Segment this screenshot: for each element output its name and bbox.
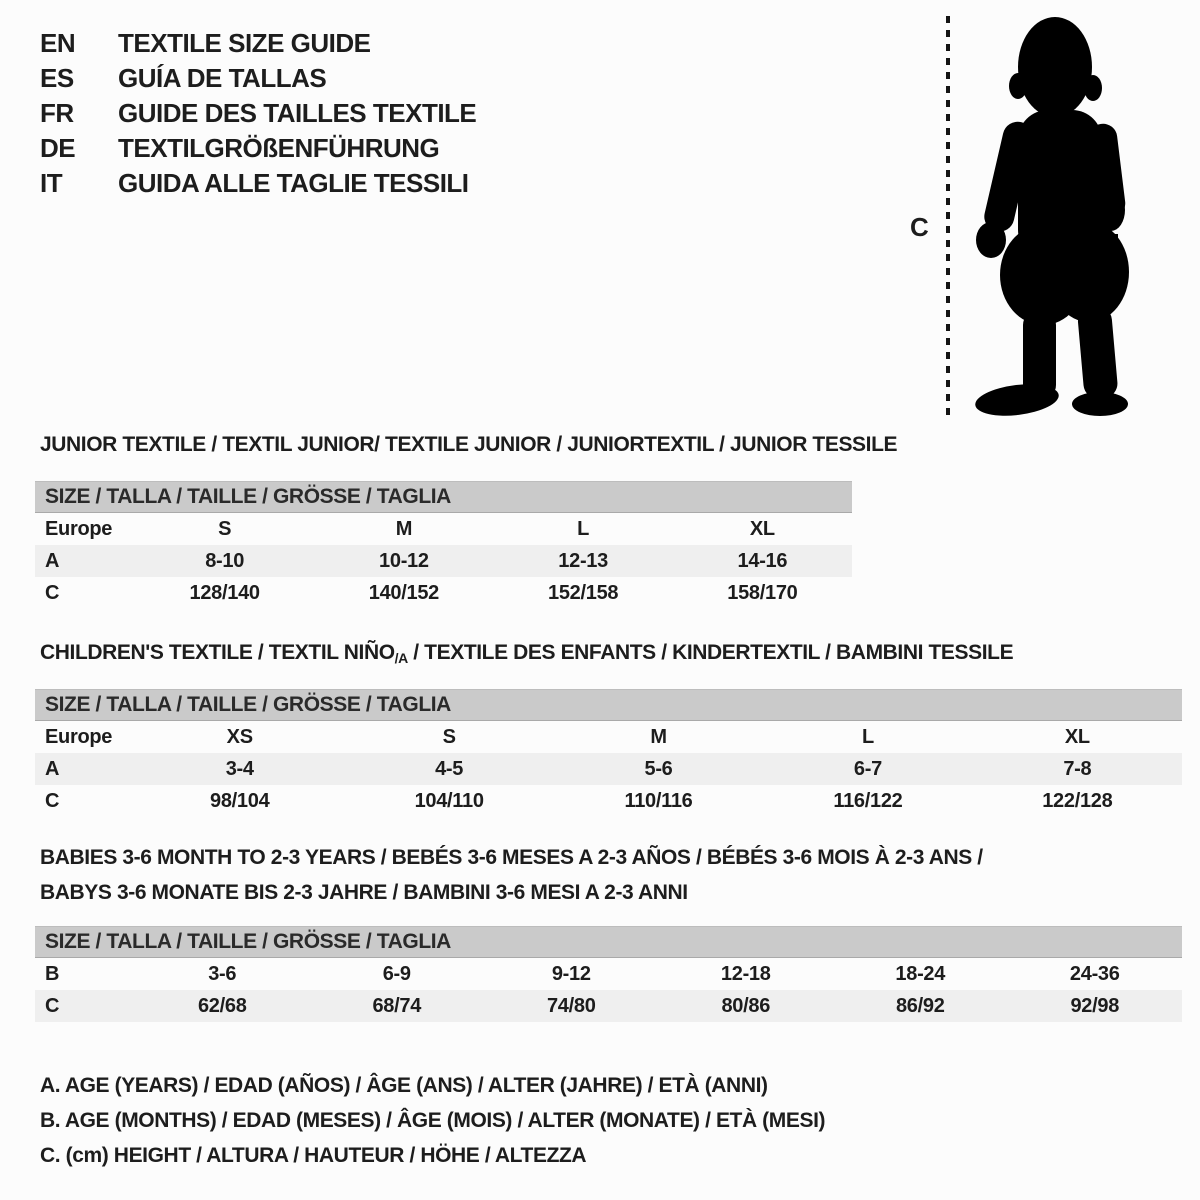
table-cell: 6-7 bbox=[853, 757, 882, 780]
table-cell: 4-5 bbox=[435, 757, 464, 780]
table-cell: 18-24 bbox=[895, 962, 946, 985]
legend-line-a: A. AGE (YEARS) / EDAD (AÑOS) / ÂGE (ANS) / ALTER (JAHRE) / ETÀ (ANNI) bbox=[40, 1073, 768, 1097]
table-cell: 10-12 bbox=[379, 549, 429, 572]
table-row-height bbox=[35, 785, 1182, 817]
column-header-row bbox=[35, 721, 1182, 753]
language-list bbox=[40, 26, 476, 201]
table-cell: 3-6 bbox=[208, 962, 237, 985]
table-cell: 9-12 bbox=[551, 962, 591, 985]
row-label: A bbox=[45, 757, 60, 780]
table-cell: 98/104 bbox=[210, 789, 270, 812]
column-header: XL bbox=[749, 517, 775, 540]
table-cell: 116/122 bbox=[833, 789, 903, 812]
table-cell: 80/86 bbox=[721, 994, 771, 1017]
table-cell: 128/140 bbox=[189, 581, 260, 604]
babies-title-line1: BABIES 3-6 MONTH TO 2-3 YEARS / BEBÉS 3-6 MESES A 2-3 AÑOS / BÉBÉS 3-6 MOIS À 2-3 ANS / bbox=[40, 846, 983, 869]
column-header: M bbox=[395, 517, 413, 540]
table-cell: 62/68 bbox=[197, 994, 247, 1017]
children-title-part1: CHILDREN'S TEXTILE / TEXTIL NIÑO bbox=[40, 641, 395, 664]
table-cell: 158/170 bbox=[727, 581, 798, 604]
language-code: EN bbox=[40, 28, 76, 58]
junior-size-table bbox=[35, 481, 852, 609]
row-label: A bbox=[45, 549, 60, 572]
table-cell: 12-13 bbox=[558, 549, 608, 572]
table-cell: 104/110 bbox=[414, 789, 484, 812]
children-section-title bbox=[40, 641, 1013, 666]
language-label: TEXTILGRÖßENFÜHRUNG bbox=[118, 133, 440, 163]
babies-title-line2: BABYS 3-6 MONATE BIS 2-3 JAHRE / BAMBINI 3-6 MESI A 2-3 ANNI bbox=[40, 881, 688, 904]
children-title-part2: / TEXTILE DES ENFANTS / KINDERTEXTIL / BAMBINI TESSILE bbox=[407, 641, 1014, 664]
children-title-subscript: /A bbox=[394, 650, 408, 666]
table-cell: 3-4 bbox=[225, 757, 254, 780]
babies-size-table bbox=[35, 926, 1182, 1022]
table-cell: 68/74 bbox=[372, 994, 422, 1017]
column-header: S bbox=[218, 517, 232, 540]
row-label: C bbox=[45, 789, 60, 812]
legend-line-c: C. (cm) HEIGHT / ALTURA / HAUTEUR / HÖHE / ALTEZZA bbox=[40, 1143, 587, 1167]
table-row-height bbox=[35, 990, 1182, 1022]
size-header-bar: SIZE / TALLA / TAILLE / GRÖSSE / TAGLIA bbox=[35, 689, 1182, 721]
table-cell: 7-8 bbox=[1063, 757, 1092, 780]
table-row-age bbox=[35, 545, 852, 577]
language-label: TEXTILE SIZE GUIDE bbox=[118, 28, 371, 58]
row-label: B bbox=[45, 962, 60, 985]
row-label: C bbox=[45, 581, 60, 604]
table-cell: 86/92 bbox=[895, 994, 945, 1017]
language-label: GUÍA DE TALLAS bbox=[118, 63, 327, 93]
column-header: XS bbox=[226, 725, 253, 748]
language-row-en bbox=[40, 26, 476, 61]
language-code: FR bbox=[40, 98, 74, 128]
column-header: Europe bbox=[45, 517, 113, 540]
language-code: DE bbox=[40, 133, 76, 163]
language-code: ES bbox=[40, 63, 74, 93]
column-header: Europe bbox=[45, 725, 113, 748]
column-header: S bbox=[442, 725, 456, 748]
table-cell: 74/80 bbox=[546, 994, 596, 1017]
language-label: GUIDE DES TAILLES TEXTILE bbox=[118, 98, 477, 128]
size-header-bar: SIZE / TALLA / TAILLE / GRÖSSE / TAGLIA bbox=[35, 926, 1182, 958]
language-row-fr bbox=[40, 96, 476, 131]
column-header: L bbox=[861, 725, 874, 748]
table-cell: 92/98 bbox=[1070, 994, 1120, 1017]
junior-section-title: JUNIOR TEXTILE / TEXTIL JUNIOR/ TEXTILE JUNIOR / JUNIORTEXTIL / JUNIOR TESSILE bbox=[40, 433, 898, 456]
toddler-silhouette bbox=[965, 12, 1140, 420]
legend bbox=[40, 1068, 825, 1173]
table-row-months bbox=[35, 958, 1182, 990]
table-cell: 140/152 bbox=[368, 581, 439, 604]
column-header-row bbox=[35, 513, 852, 545]
language-row-it bbox=[40, 166, 476, 201]
language-row-de bbox=[40, 131, 476, 166]
row-label: C bbox=[45, 994, 60, 1017]
legend-line-b: B. AGE (MONTHS) / EDAD (MESES) / ÂGE (MOIS) / ALTER (MONATE) / ETÀ (MESI) bbox=[40, 1108, 826, 1132]
table-cell: 6-9 bbox=[382, 962, 411, 985]
height-measure-dashed-line bbox=[946, 16, 950, 418]
language-row-es bbox=[40, 61, 476, 96]
table-row-age bbox=[35, 753, 1182, 785]
children-size-table bbox=[35, 689, 1182, 817]
table-cell: 152/158 bbox=[548, 581, 619, 604]
column-header: M bbox=[650, 725, 667, 748]
table-cell: 5-6 bbox=[644, 757, 673, 780]
column-header: L bbox=[577, 517, 590, 540]
table-cell: 24-36 bbox=[1069, 962, 1120, 985]
table-cell: 8-10 bbox=[205, 549, 245, 572]
table-cell: 12-18 bbox=[720, 962, 771, 985]
babies-section-title bbox=[40, 840, 983, 910]
column-header: XL bbox=[1064, 725, 1090, 748]
table-cell: 122/128 bbox=[1042, 789, 1113, 812]
language-label: GUIDA ALLE TAGLIE TESSILI bbox=[118, 168, 469, 198]
table-cell: 14-16 bbox=[737, 549, 788, 572]
table-cell: 110/116 bbox=[624, 789, 693, 812]
size-header-bar: SIZE / TALLA / TAILLE / GRÖSSE / TAGLIA bbox=[35, 481, 852, 513]
language-code: IT bbox=[40, 168, 63, 198]
measure-label-c: C bbox=[910, 212, 929, 242]
table-row-height bbox=[35, 577, 852, 609]
